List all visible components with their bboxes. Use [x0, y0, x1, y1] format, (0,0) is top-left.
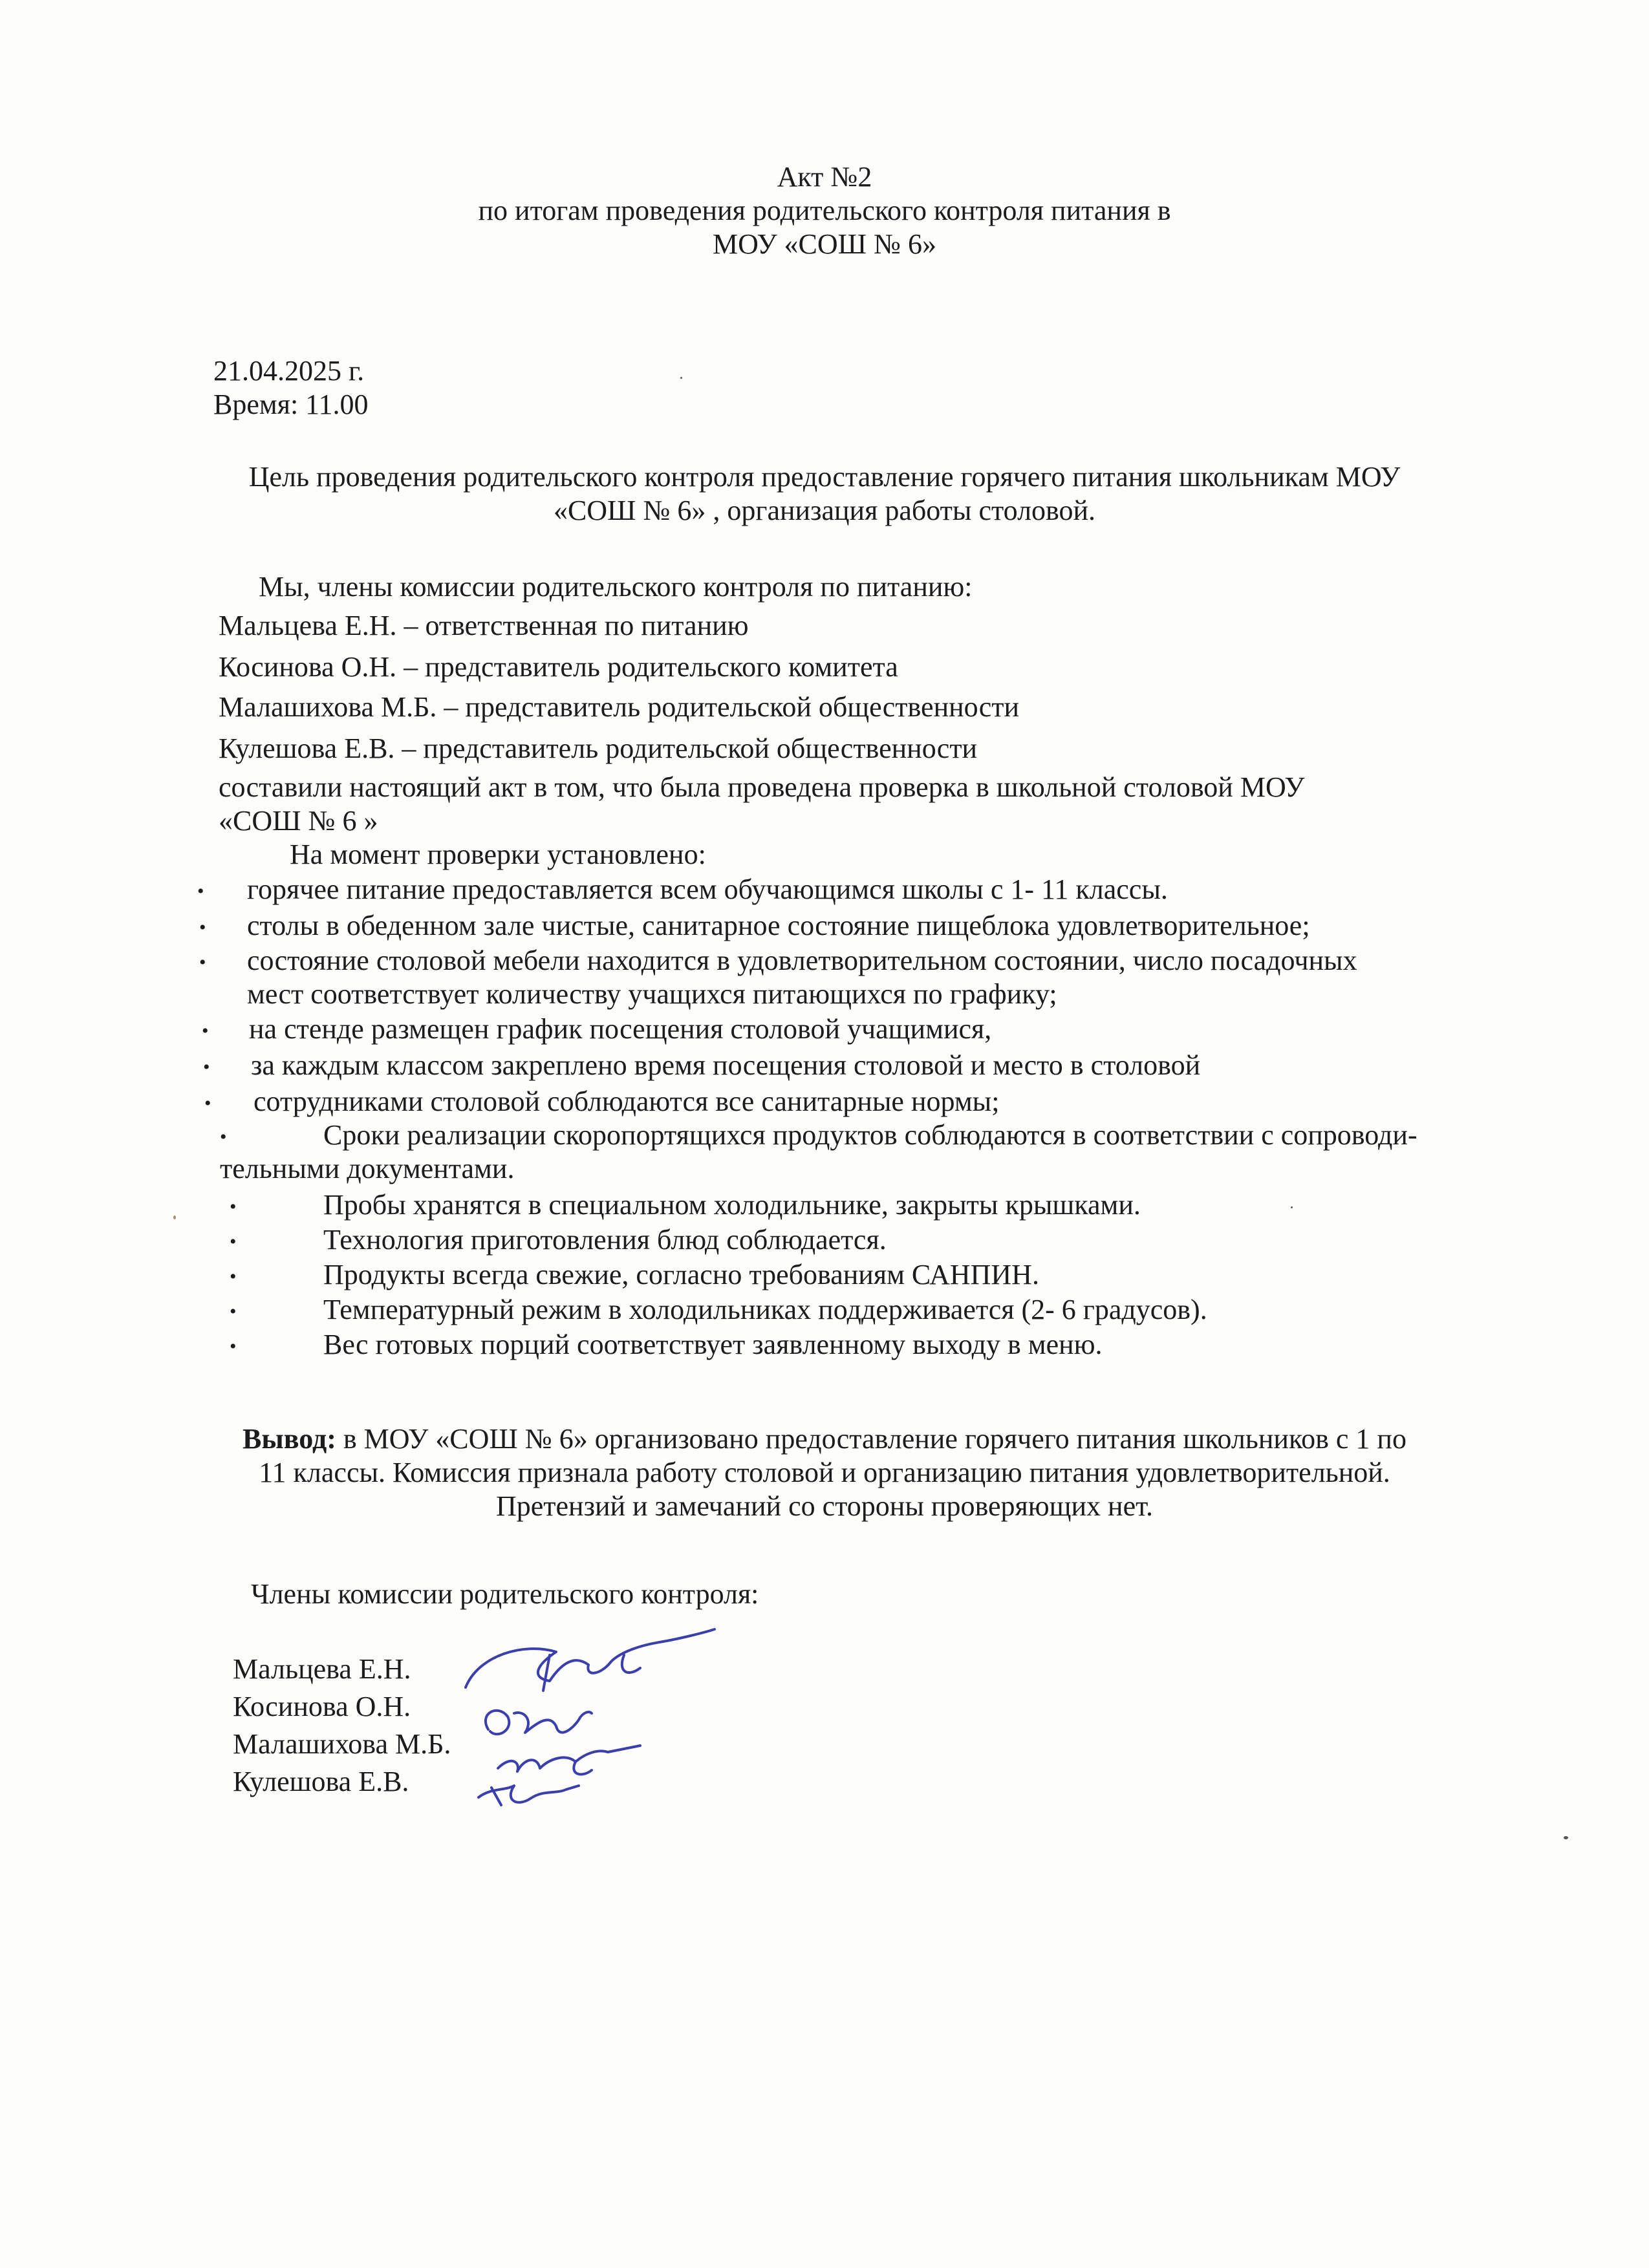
act-date: 21.04.2025 г.	[213, 355, 365, 387]
finding-item: Продукты всегда свежие, согласно требованиям САНПИН.	[323, 1259, 1039, 1290]
document-title: Акт №2	[777, 161, 872, 193]
scan-speck	[1291, 1206, 1293, 1208]
bullet-icon: •	[203, 1056, 210, 1078]
purpose-line2: «СОШ № 6» , организация работы столовой.	[553, 495, 1096, 526]
finding-item: состояние столовой мебели находится в удовлетворительном состоянии, число посадочных	[247, 945, 1357, 976]
scan-speck	[1564, 1836, 1568, 1839]
finding-item: на стенде размещен график посещения столовой учащимися,	[249, 1013, 992, 1045]
finding-item: Технология приготовления блюд соблюдается.	[323, 1224, 887, 1256]
member-item: Малашихова М.Б. – представитель родительской общественности	[219, 691, 1020, 723]
finding-item-continuation: тельными документами.	[220, 1153, 515, 1184]
conclusion-line1	[0, 1422, 1649, 1456]
bullet-icon: •	[220, 1126, 227, 1148]
bullet-icon: •	[199, 917, 206, 938]
finding-item: столы в обеденном зале чистые, санитарное состояние пищеблока удовлетворительное;	[247, 910, 1310, 941]
bullet-icon: •	[230, 1231, 237, 1252]
conclusion-line3: Претензий и замечаний со стороны проверяющих нет.	[495, 1490, 1154, 1522]
members-intro: Мы, члены комиссии родительского контроля по питанию:	[259, 571, 973, 603]
finding-item: горячее питание предоставляется всем обучающимся школы с 1- 11 классы.	[247, 873, 1168, 905]
finding-item-continuation: мест соответствует количеству учащихся питающихся по графику;	[247, 978, 1057, 1010]
statement-line1: составили настоящий акт в том, что была проведена проверка в школьной столовой МОУ	[219, 771, 1305, 803]
conclusion-text: в МОУ «СОШ № 6» организовано предоставление горячего питания школьников с 1 по	[336, 1423, 1406, 1455]
finding-item: Пробы хранятся в специальном холодильнике, закрыты крышками.	[323, 1189, 1141, 1221]
scan-speck	[680, 377, 682, 379]
signatory-name: Мальцева Е.Н.	[233, 1653, 411, 1685]
bullet-icon: •	[230, 1266, 237, 1287]
conclusion-label: Вывод:	[242, 1423, 336, 1455]
bullet-icon: •	[197, 881, 204, 902]
finding-item: Температурный режим в холодильниках поддерживается (2- 6 градусов).	[323, 1294, 1207, 1325]
finding-item: Сроки реализации скоропортящихся продуктов соблюдаются в соответствии с сопроводи-	[323, 1119, 1417, 1151]
bullet-icon: •	[230, 1196, 237, 1217]
signatures-heading: Члены комиссии родительского контроля:	[251, 1578, 759, 1610]
bullet-icon: •	[230, 1301, 237, 1322]
member-item: Мальцева Е.Н. – ответственная по питанию	[219, 610, 749, 641]
signatory-name: Малашихова М.Б.	[233, 1728, 451, 1760]
member-item: Кулешова Е.В. – представитель родительской общественности	[219, 733, 978, 764]
finding-item: за каждым классом закреплено время посещения столовой и место в столовой	[251, 1049, 1201, 1081]
document-subtitle-line2: МОУ «СОШ № 6»	[712, 228, 937, 260]
signatory-name: Косинова О.Н.	[233, 1691, 411, 1722]
member-item: Косинова О.Н. – представитель родительского комитета	[219, 651, 898, 683]
findings-intro: На момент проверки установлено:	[290, 839, 706, 870]
finding-item: Вес готовых порций соответствует заявленному выходу в меню.	[323, 1329, 1103, 1360]
signatory-name: Кулешова Е.В.	[233, 1766, 409, 1797]
bullet-icon: •	[204, 1093, 211, 1114]
conclusion-line2: 11 классы. Комиссия признала работу столовой и организацию питания удовлетворительной.	[259, 1457, 1390, 1488]
document-subtitle-line1: по итогам проведения родительского контроля питания в	[478, 195, 1171, 226]
signature-image	[453, 1616, 724, 1810]
scan-speck	[173, 1215, 176, 1219]
bullet-icon: •	[199, 952, 206, 973]
purpose-line1: Цель проведения родительского контроля предоставление горячего питания школьникам МОУ	[248, 461, 1401, 493]
act-time: Время: 11.00	[213, 389, 369, 420]
finding-item: сотрудниками столовой соблюдаются все санитарные нормы;	[253, 1086, 1000, 1117]
bullet-icon: •	[230, 1336, 237, 1357]
statement-line2: «СОШ № 6 »	[219, 805, 378, 837]
bullet-icon: •	[202, 1020, 209, 1042]
